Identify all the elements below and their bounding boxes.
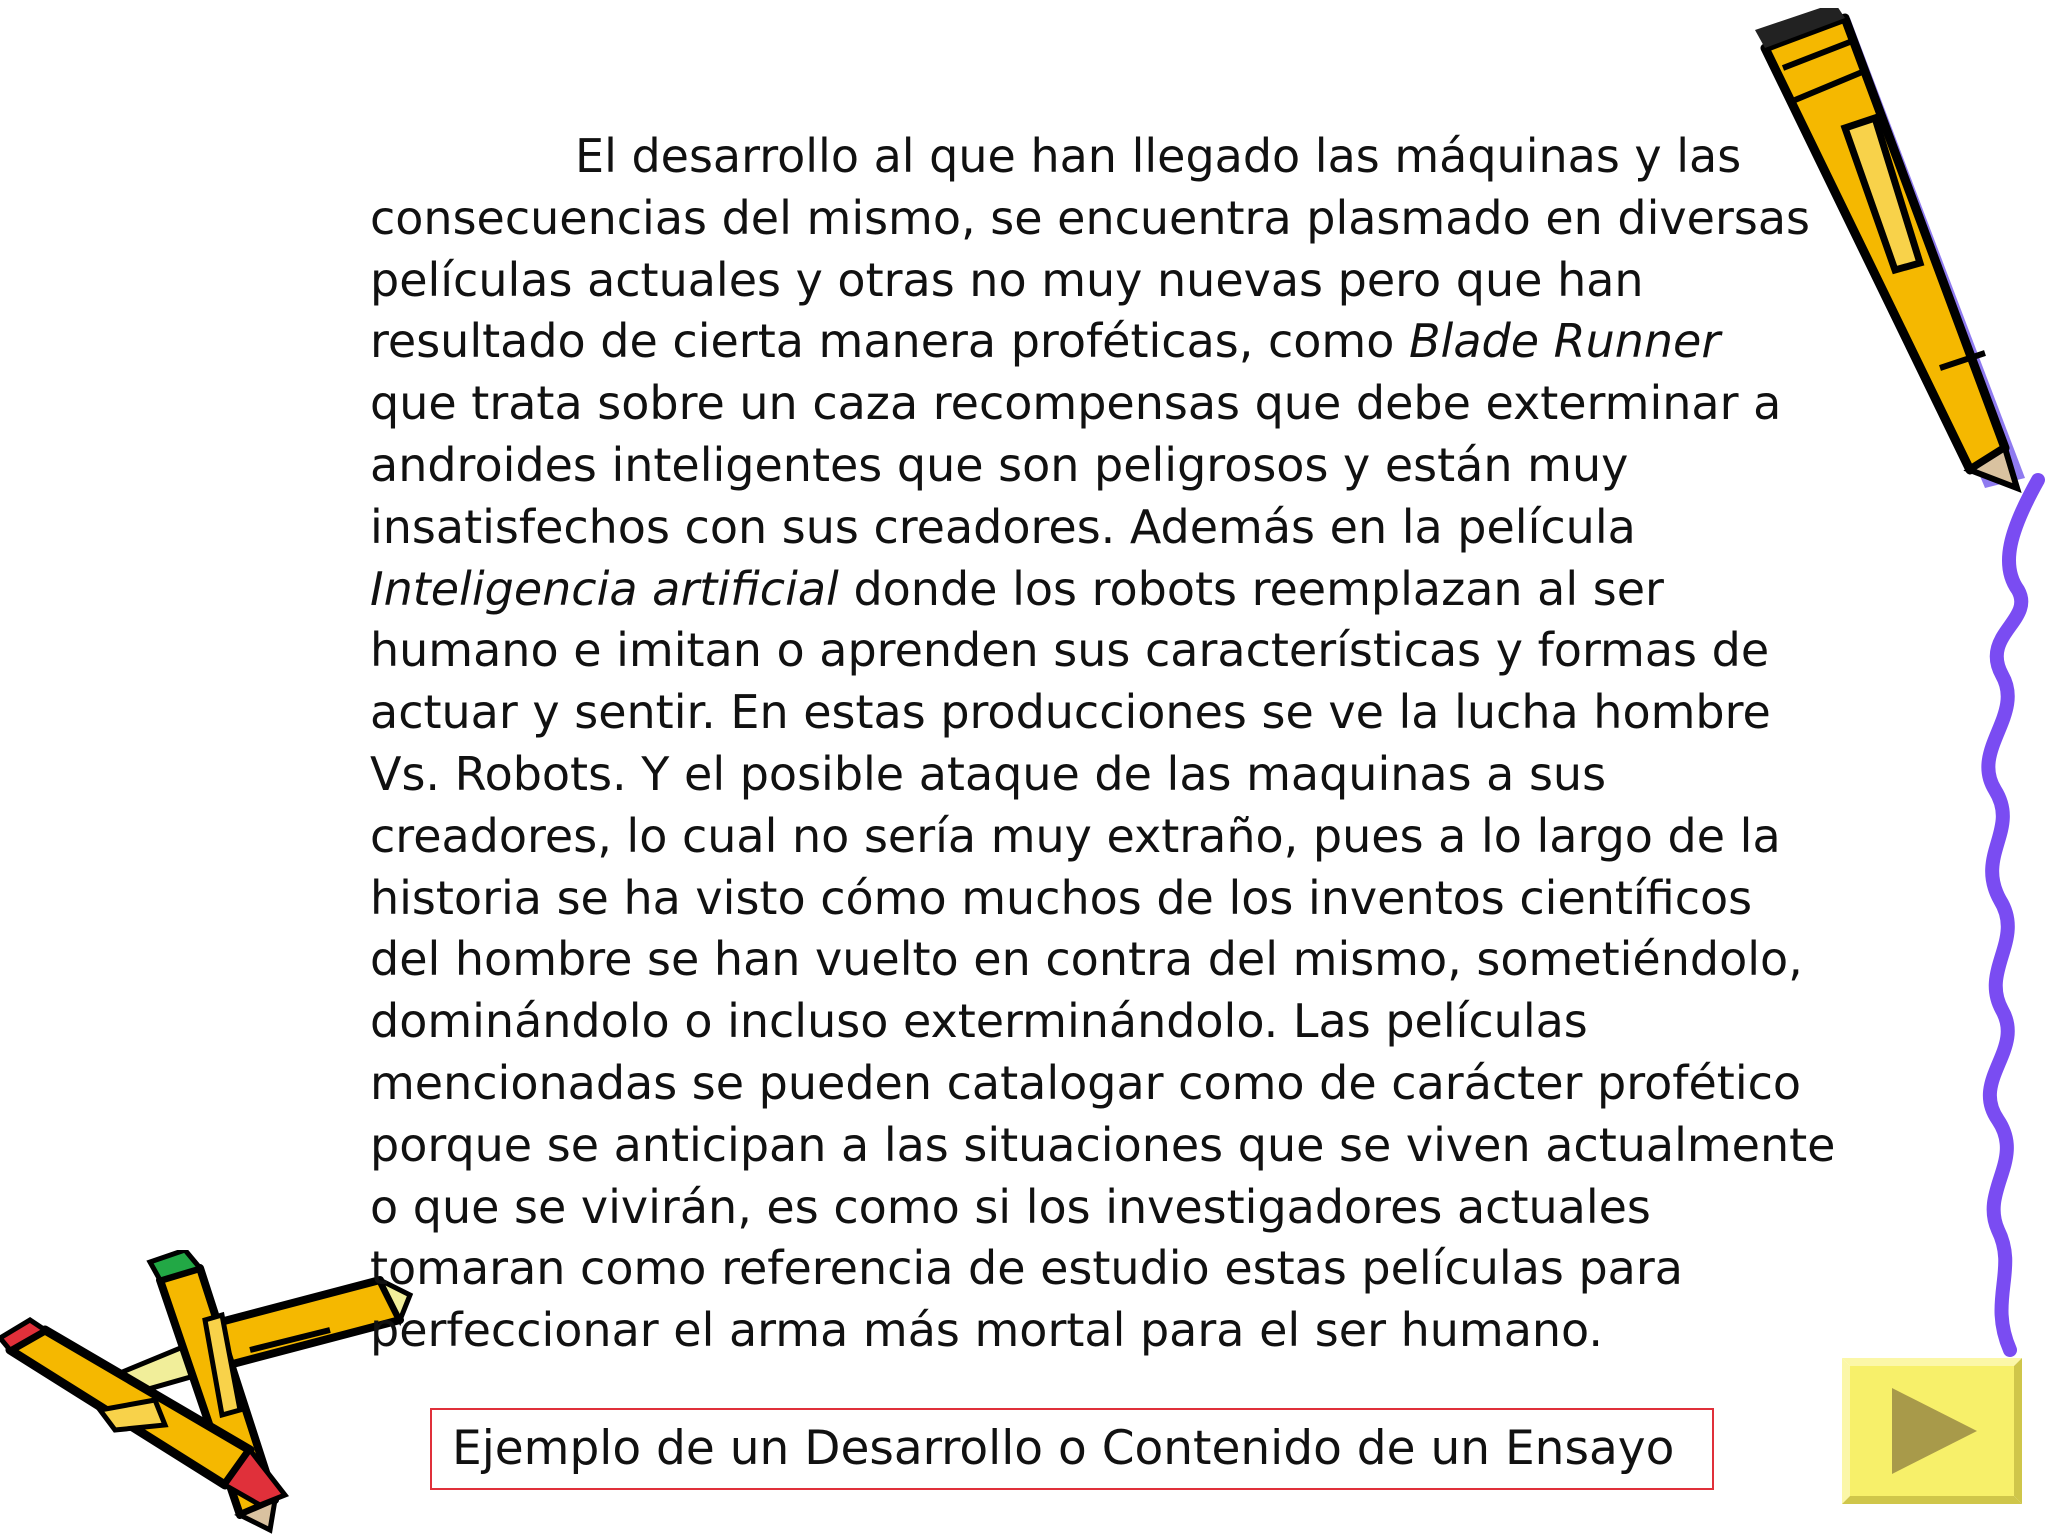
paragraph-line: porque se anticipan a las situaciones que se viven actualmente bbox=[370, 1117, 1836, 1172]
wavy-line-decoration bbox=[1940, 470, 2048, 1370]
paragraph-line: androides inteligentes que son peligrosos y están muy bbox=[370, 437, 1629, 492]
paragraph-line: del hombre se han vuelto en contra del mismo, sometiéndolo, bbox=[370, 932, 1803, 987]
slide-caption: Ejemplo de un Desarrollo o Contenido de un Ensayo bbox=[430, 1408, 1714, 1490]
next-slide-button[interactable] bbox=[1842, 1358, 2022, 1504]
paragraph-line: Inteligencia artificial donde los robots reemplazan al ser bbox=[370, 561, 1664, 616]
paragraph-line: perfeccionar el arma más mortal para el ser humano. bbox=[370, 1303, 1604, 1358]
crossed-pencils-icon bbox=[0, 1250, 420, 1535]
film-title-blade-runner: Blade Runner bbox=[1408, 314, 1721, 369]
paragraph-line: resultado de cierta manera proféticas, como Blade Runner bbox=[370, 314, 1721, 369]
paragraph-line: humano e imitan o aprenden sus características y formas de bbox=[370, 623, 1770, 678]
paragraph-line: mencionadas se pueden catalogar como de carácter profético bbox=[370, 1055, 1802, 1110]
paragraph-line: que trata sobre un caza recompensas que debe exterminar a bbox=[370, 376, 1782, 431]
paragraph-line: historia se ha visto cómo muchos de los inventos científicos bbox=[370, 870, 1753, 925]
paragraph-line: consecuencias del mismo, se encuentra plasmado en diversas bbox=[370, 190, 1810, 245]
paragraph-line: películas actuales y otras no muy nuevas pero que han bbox=[370, 252, 1644, 307]
paragraph-line: o que se vivirán, es como si los investigadores actuales bbox=[370, 1179, 1651, 1234]
film-title-inteligencia-artificial: Inteligencia artificial bbox=[370, 561, 839, 616]
paragraph-line: insatisfechos con sus creadores. Además en la película bbox=[370, 499, 1636, 554]
paragraph-line: actuar y sentir. En estas producciones se ve la lucha hombre bbox=[370, 685, 1771, 740]
paragraph-line: dominándolo o incluso exterminándolo. Las películas bbox=[370, 994, 1588, 1049]
essay-paragraph bbox=[370, 126, 1870, 1362]
paragraph-line: tomaran como referencia de estudio estas películas para bbox=[370, 1241, 1683, 1296]
paragraph-line: El desarrollo al que han llegado las máquinas y las bbox=[575, 129, 1742, 183]
play-triangle-icon bbox=[1842, 1358, 2022, 1504]
paragraph-line: Vs. Robots. Y el posible ataque de las maquinas a sus bbox=[370, 746, 1607, 801]
paragraph-line: creadores, lo cual no sería muy extraño, pues a lo largo de la bbox=[370, 808, 1781, 863]
